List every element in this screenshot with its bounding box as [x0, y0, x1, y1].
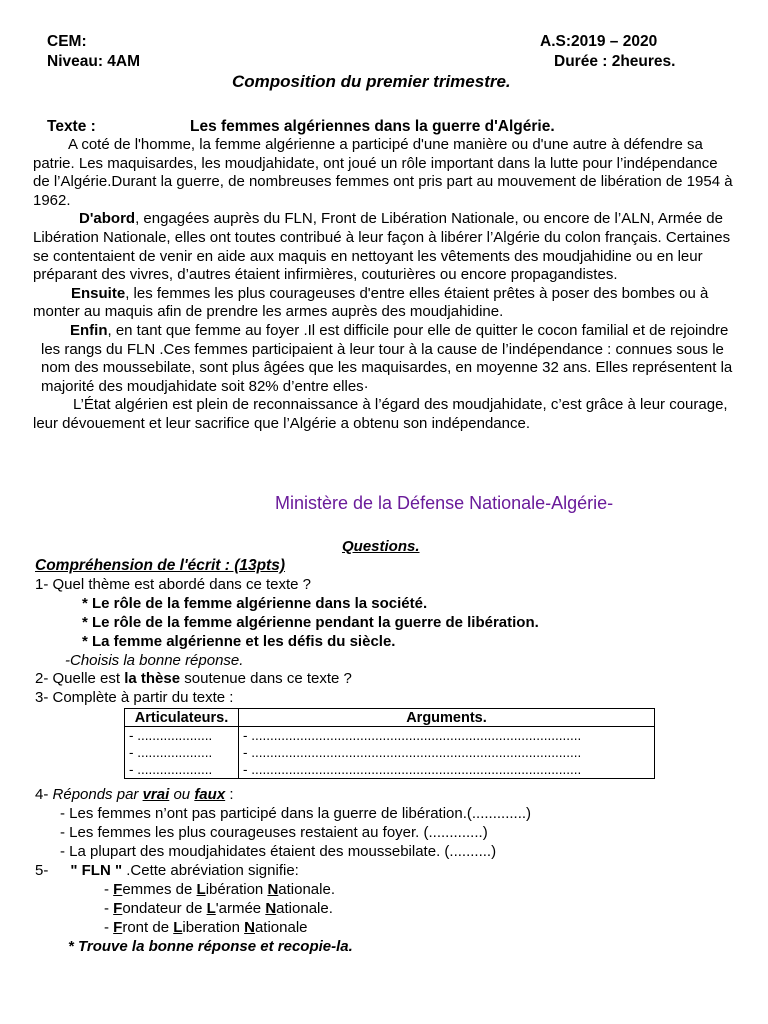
q5-option-3: - Front de Liberation Nationale: [104, 919, 308, 936]
text-source: Ministère de la Défense Nationale-Algérie-: [275, 493, 614, 513]
table-row: [125, 727, 655, 745]
paragraph-4: Enfin, en tant que femme au foyer .Il est difficile pour elle de quitter le cocon familial et de rejoindre les rangs du FLN .Ces femmes participaient à leur tour à la cause de l’indépendance : connues sous le nom des moussebilate, sont plus âgées que les maquisardes, en moyenne 32 ans. Elles représentent la majorité des moudjahidate soit 82% d’entre elles·: [41, 321, 733, 395]
column-header-articulateurs: Articulateurs.: [125, 709, 239, 727]
school-year: A.S:2019 – 2020: [540, 33, 658, 50]
q1-option-2: * Le rôle de la femme algérienne pendant la guerre de libération.: [82, 614, 539, 631]
duration-label: Durée : 2heures.: [554, 53, 676, 70]
argument-blank[interactable]: - ........................................................................................: [239, 727, 655, 745]
q1-option-1: * Le rôle de la femme algérienne dans la société.: [82, 595, 428, 612]
question-2: 2- Quelle est la thèse soutenue dans ce texte ?: [35, 670, 352, 687]
q5-option-1: - Femmes de Libération Nationale.: [104, 881, 335, 898]
column-header-arguments: Arguments.: [239, 709, 655, 727]
questions-heading: Questions.: [342, 538, 420, 555]
text-body: [33, 136, 733, 434]
question-1: 1- Quel thème est abordé dans ce texte ?: [35, 576, 311, 593]
articulateur-blank[interactable]: - ....................: [125, 727, 239, 745]
question-3: 3- Complète à partir du texte :: [35, 689, 234, 706]
q4-statement-2: - Les femmes les plus courageuses restaient au foyer. (.............): [60, 824, 488, 841]
paragraph-5: L’État algérien est plein de reconnaissance à l’égard des moudjahidate, c’est grâce à leur courage, leur dévouement et leur sacrifice que l’Algérie a obtenu son indépendance.: [33, 396, 728, 432]
level-label: Niveau: 4AM: [47, 53, 141, 70]
articulateur-blank[interactable]: - ....................: [125, 744, 239, 761]
text-label: Texte :: [47, 118, 96, 135]
question-5: 5- " FLN " .Cette abréviation signifie:: [35, 862, 299, 879]
q4-statement-1: - Les femmes n’ont pas participé dans la guerre de libération.(.............): [60, 805, 532, 822]
q5-option-2: - Fondateur de L'armée Nationale.: [104, 900, 333, 917]
table-row: [125, 761, 655, 779]
comprehension-section: Compréhension de l'écrit : (13pts): [35, 557, 286, 574]
question-4: 4- Réponds par vrai ou faux :: [35, 786, 234, 803]
text-title: Les femmes algériennes dans la guerre d'Algérie.: [190, 118, 555, 135]
q1-instruction: -Choisis la bonne réponse.: [65, 652, 244, 669]
paragraph-3: Ensuite, les femmes les plus courageuses d'entre elles étaient prêtes à poser des bombes ou à monter au maquis afin de prendre les armes auprès des moudjahidine.: [33, 284, 709, 321]
q5-instruction: * Trouve la bonne réponse et recopie-la.: [68, 938, 353, 955]
table-header-row: [125, 709, 655, 727]
cem-label: CEM:: [47, 33, 87, 50]
q4-statement-3: - La plupart des moudjahidates étaient des moussebilate. (..........): [60, 843, 497, 860]
paragraph-2: D'abord, engagées auprès du FLN, Front de Libération Nationale, ou encore de l’ALN, Armée de Libération Nationale, elles ont toutes contribué à leur façon à libérer l’Algérie du colon français. Certaines se contentaient de venir en aide aux maquis en nettoyant les vêtements des moudjahidine ou en leur préparant des vivres, d’autres étaient infirmières, couturières ou encore propagandistes.: [33, 210, 731, 284]
q1-option-3: * La femme algérienne et les défis du siècle.: [82, 633, 396, 650]
page-title: Composition du premier trimestre.: [232, 72, 511, 91]
articulateur-blank[interactable]: - ....................: [125, 761, 239, 779]
paragraph-1: A coté de l'homme, la femme algérienne a participé d'une manière ou d'une autre à défendre sa patrie. Les maquisardes, les moudjahidate, ont joué un rôle important dans la lutte pour l’indépendance de l’Algérie.Durant la guerre, de nombreuses femmes ont pris part au mouvement de libération de 1954 à 1962.: [33, 136, 733, 209]
arguments-table: [124, 708, 655, 779]
table-row: [125, 744, 655, 761]
argument-blank[interactable]: - ........................................................................................: [239, 744, 655, 761]
argument-blank[interactable]: - ........................................................................................: [239, 761, 655, 779]
